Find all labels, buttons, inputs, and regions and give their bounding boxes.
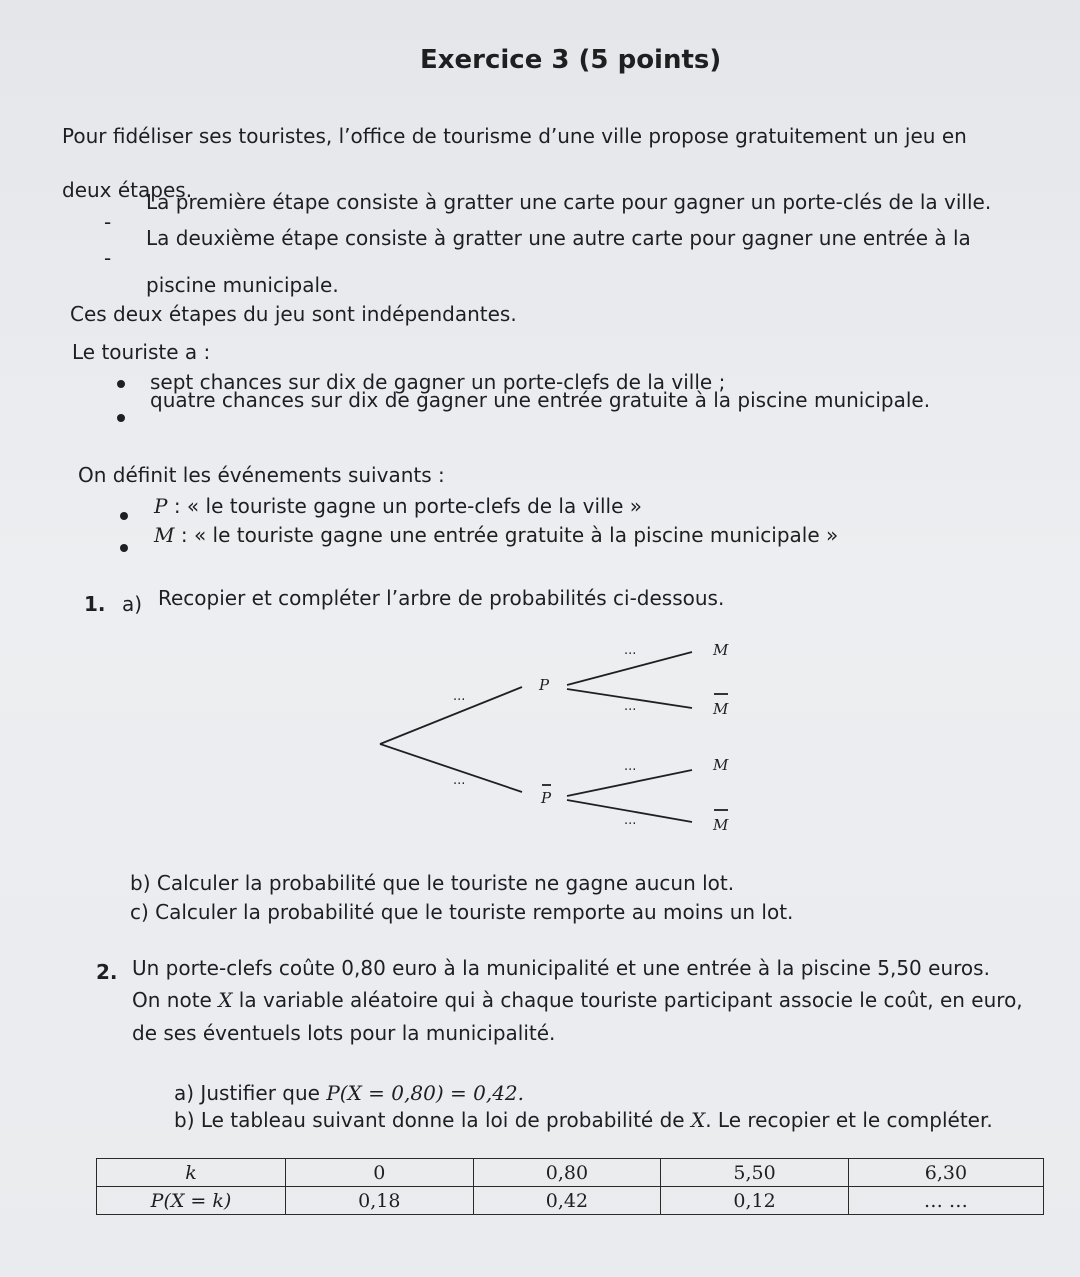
tree-prob-P-Mbar: ... xyxy=(624,699,637,714)
tree-prob-Pbar: ... xyxy=(453,773,466,788)
tree-branch-root-P xyxy=(380,687,522,744)
q2-line2-start: On note xyxy=(132,988,219,1012)
question-2-line-2 xyxy=(132,988,1023,1012)
independence-statement: Ces deux étapes du jeu sont indépendantes. xyxy=(70,302,517,326)
step-2-text: La deuxième étape consiste à gratter une autre carte pour gagner une entrée à la xyxy=(146,226,971,250)
bullet-dot xyxy=(120,544,128,552)
bullet-dot xyxy=(117,414,125,422)
bullet-dot xyxy=(117,380,125,388)
tree-leaf-M-top: M xyxy=(713,641,729,659)
table-cell: 0,12 xyxy=(661,1187,849,1215)
question-1-number: 1. xyxy=(84,592,106,616)
exercise-title: Exercice 3 (5 points) xyxy=(420,45,722,75)
chance-keyring: sept chances sur dix de gagner un porte-clefs de la ville ; xyxy=(150,370,726,394)
probability-law-table xyxy=(96,1158,1044,1215)
q2b-text-end: . Le recopier et le compléter. xyxy=(705,1108,993,1132)
table-row-probability xyxy=(97,1187,1044,1215)
tree-prob-Pbar-M: ... xyxy=(624,759,637,774)
question-2-line-3: de ses éventuels lots pour la municipalité. xyxy=(132,1021,556,1045)
question-2-line-1: Un porte-clefs coûte 0,80 euro à la municipalité et une entrée à la piscine 5,50 euros. xyxy=(132,956,990,980)
variable-X: X xyxy=(690,1108,706,1132)
tree-leaf-Mbar-bottom: M xyxy=(713,816,729,834)
table-cell: 0,18 xyxy=(286,1187,474,1215)
tree-prob-P: ... xyxy=(453,689,466,704)
step-2-text-cont: piscine municipale. xyxy=(146,273,339,297)
table-header-k: k xyxy=(97,1159,286,1187)
tree-leaf-Mbar-top: M xyxy=(713,700,729,718)
q2a-formula: P(X = 0,80) = 0,42. xyxy=(326,1081,524,1105)
table-cell: 5,50 xyxy=(661,1159,849,1187)
event-P-text: : « le touriste gagne un porte-clefs de la ville » xyxy=(167,494,643,518)
events-heading: On définit les événements suivants : xyxy=(78,463,445,487)
event-M-text: : « le touriste gagne une entrée gratuite à la piscine municipale » xyxy=(174,523,839,547)
event-M-definition xyxy=(154,523,838,547)
variable-X: X xyxy=(218,988,233,1012)
tree-node-P: P xyxy=(539,676,550,694)
tree-node-Pbar: P xyxy=(541,789,552,807)
question-1c: c) Calculer la probabilité que le touriste remporte au moins un lot. xyxy=(130,900,794,924)
step-1-text: La première étape consiste à gratter une carte pour gagner un porte-clés de la ville. xyxy=(146,190,992,214)
event-P-symbol: P xyxy=(154,494,168,518)
dash-marker: - xyxy=(104,246,112,270)
tree-prob-P-M: ... xyxy=(624,643,637,658)
event-P-definition xyxy=(154,494,642,518)
q2b-text-start: b) Le tableau suivant donne la loi de probabilité de xyxy=(174,1108,691,1132)
tree-prob-Pbar-Mbar: ... xyxy=(624,813,637,828)
q2-line2-end: la variable aléatoire qui à chaque touriste participant associe le coût, en euro, xyxy=(232,988,1023,1012)
table-cell: 6,30 xyxy=(848,1159,1043,1187)
tree-leaf-M-bottom: M xyxy=(713,756,729,774)
question-2b xyxy=(174,1108,993,1132)
table-cell: 0,80 xyxy=(473,1159,661,1187)
question-1a-text: Recopier et compléter l’arbre de probabilités ci-dessous. xyxy=(158,586,725,610)
question-2-number: 2. xyxy=(96,960,118,984)
table-cell: … … xyxy=(848,1187,1043,1215)
table-header-probability: P(X = k) xyxy=(97,1187,286,1215)
question-2a xyxy=(174,1081,524,1105)
q2a-text: a) Justifier que xyxy=(174,1081,327,1105)
bullet-dot xyxy=(120,512,128,520)
intro-line-1: Pour fidéliser ses touristes, l’office de tourisme d’une ville propose gratuitement un jeu en xyxy=(62,124,967,148)
table-cell: 0,42 xyxy=(473,1187,661,1215)
table-row-k xyxy=(97,1159,1044,1187)
event-M-symbol: M xyxy=(154,523,175,547)
probability-tree xyxy=(370,632,760,842)
tree-branch-root-Pbar xyxy=(380,744,522,792)
table-cell: 0 xyxy=(286,1159,474,1187)
dash-marker: - xyxy=(104,210,112,234)
tourist-has-label: Le touriste a : xyxy=(72,340,211,364)
intro-line-2: deux étapes. xyxy=(62,178,193,202)
question-1a-label: a) xyxy=(122,592,143,616)
chance-pool: quatre chances sur dix de gagner une entrée gratuite à la piscine municipale. xyxy=(150,388,931,412)
question-1b: b) Calculer la probabilité que le touriste ne gagne aucun lot. xyxy=(130,871,735,895)
